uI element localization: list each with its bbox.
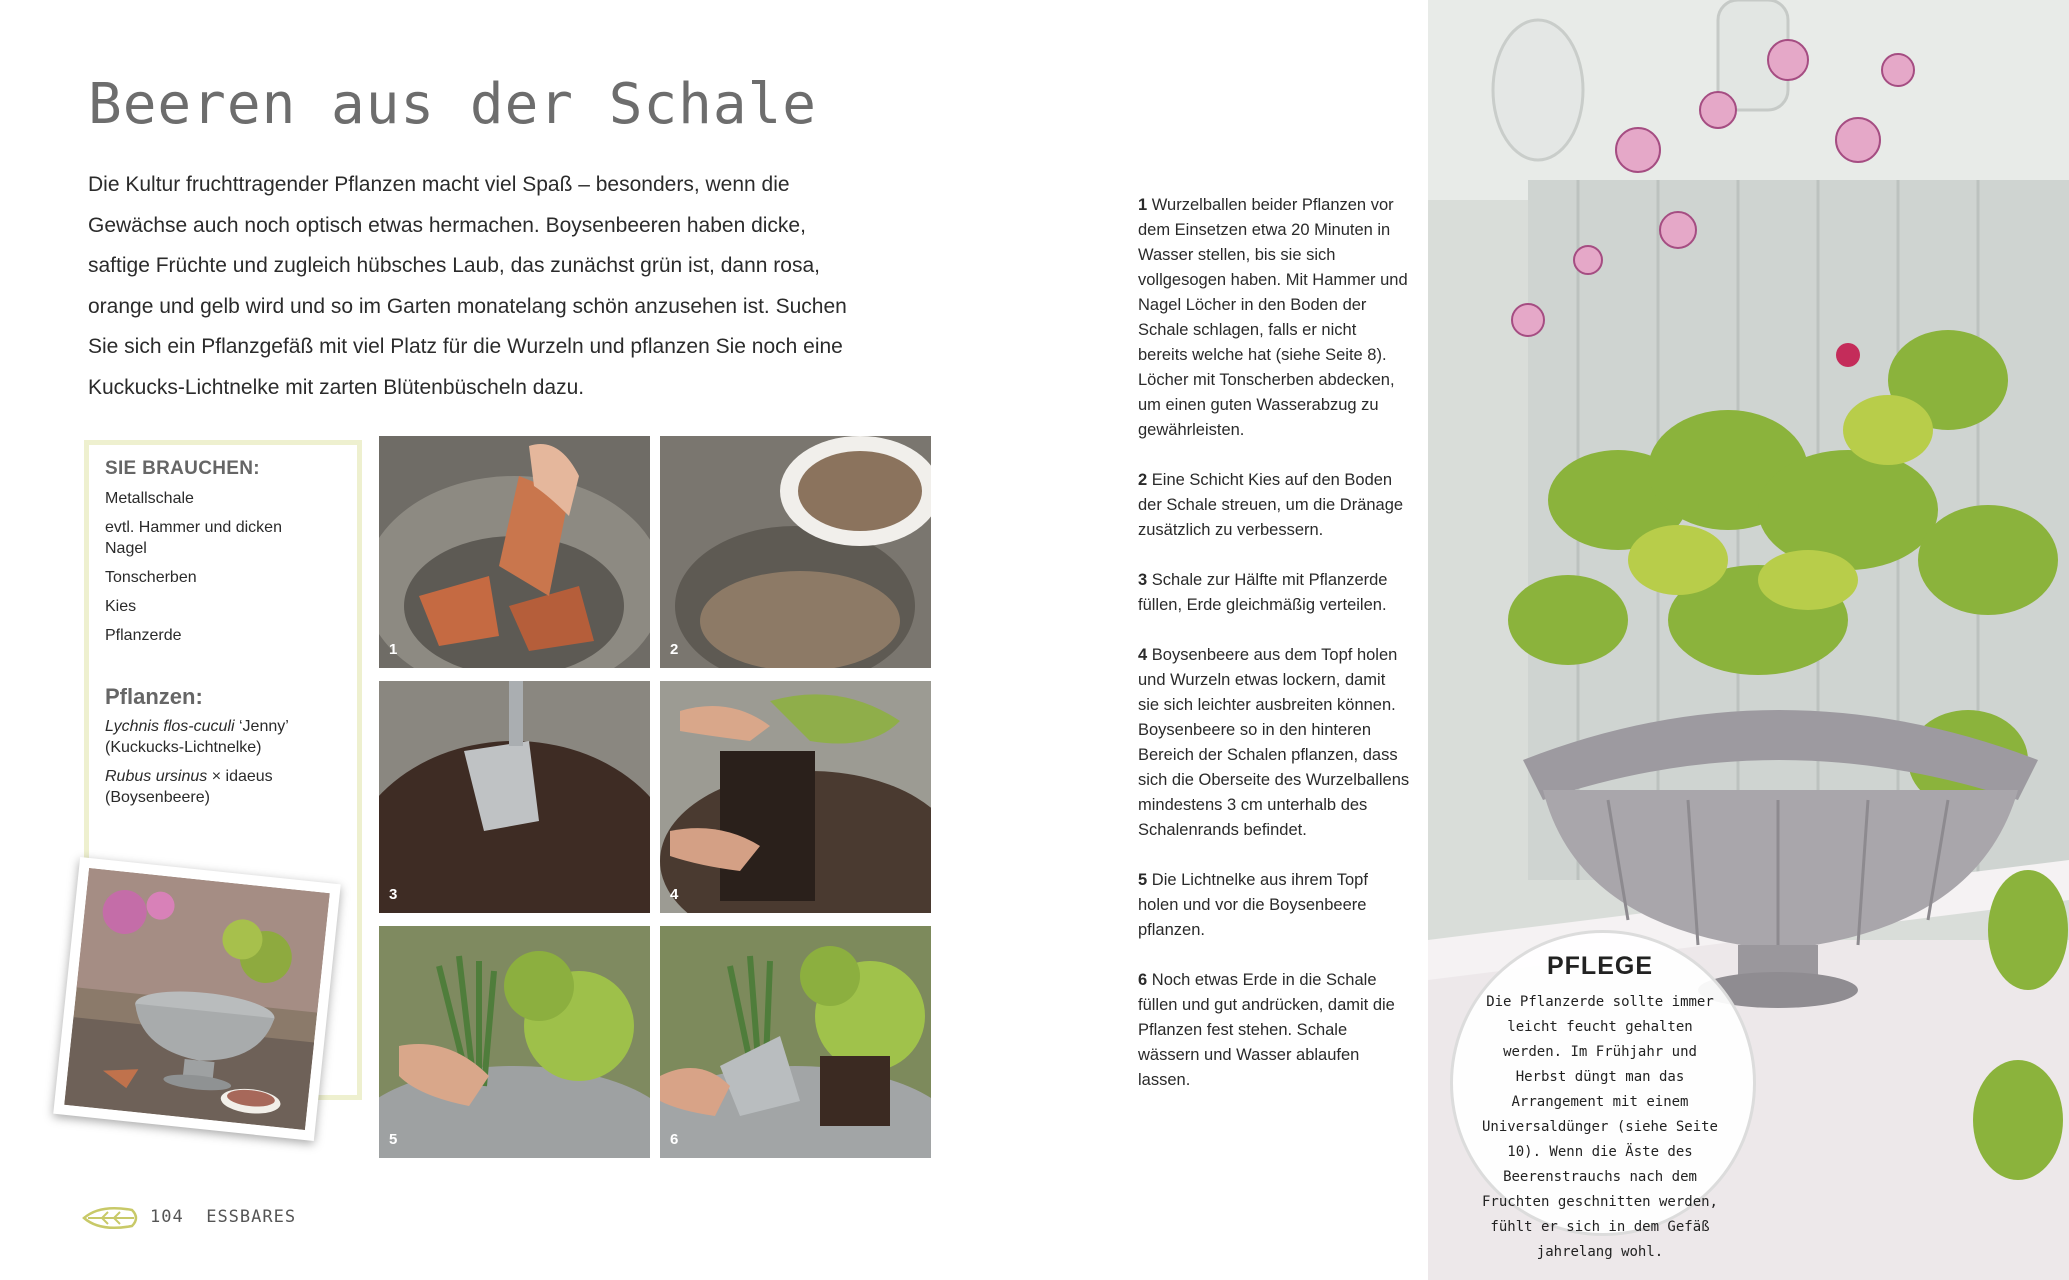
step-photo-6 [660, 926, 931, 1158]
plants-list [105, 716, 325, 816]
plant-cultivar: ‘Jenny’ [234, 718, 289, 735]
step-item [1138, 568, 1410, 618]
plants-heading: Pflanzen: [105, 684, 203, 709]
step-text: Die Lichtnelke aus ihrem Topf holen und vor die Boysenbeere pflanzen. [1138, 871, 1368, 939]
section-name: ESSBARES [206, 1207, 297, 1227]
step-number: 4 [1138, 646, 1148, 664]
step-number: 3 [1138, 571, 1148, 589]
material-item: Pflanzerde [105, 627, 182, 644]
step-photo-3 [379, 681, 650, 913]
photo-number: 3 [389, 886, 398, 903]
step-number: 2 [1138, 471, 1148, 489]
plant-common: (Kuckucks-Lichtnelke) [105, 739, 262, 756]
step-text: Boysenbeere aus dem Topf holen und Wurzeln etwas lockern, damit sie sich leichter ausbreiten können. Boysenbeere so in den hinteren Bereich der Schalen pflanzen, dass sich die Oberseite des Wurzelballens mindestens 3 cm unterhalb des Schalenrands befindet. [1138, 646, 1410, 839]
step-item [1138, 643, 1410, 843]
plant-latin: Rubus ursinus [105, 768, 208, 785]
step-item [1138, 193, 1410, 443]
photo-number: 6 [670, 1131, 679, 1148]
plant-item [105, 716, 325, 758]
care-heading: PFLEGE [1546, 952, 1653, 980]
steps-list [1138, 193, 1410, 1118]
material-item: Kies [105, 598, 137, 615]
page-title: Beeren aus der Schale [88, 72, 818, 137]
plant-cultivar: × idaeus [207, 768, 273, 785]
materials-list [105, 488, 325, 654]
photo-number: 4 [670, 886, 679, 903]
step-photo-2 [660, 436, 931, 668]
material-item: Tonscherben [105, 569, 197, 586]
step-number: 6 [1138, 971, 1148, 989]
step-item [1138, 468, 1410, 543]
materials-heading: SIE BRAUCHEN: [105, 458, 260, 479]
footer [150, 1207, 296, 1227]
step-text: Noch etwas Erde in die Schale füllen und gut andrücken, damit die Pflanzen fest stehen. Schale wässern und Wasser ablaufen lassen. [1138, 971, 1395, 1089]
intro-paragraph [88, 165, 868, 408]
step-item [1138, 868, 1410, 943]
step-photo-4 [660, 681, 931, 913]
leaf-icon [82, 1204, 142, 1232]
plant-item [105, 766, 325, 808]
step-number: 1 [1138, 196, 1148, 214]
plant-latin: Lychnis flos-cuculi [105, 718, 235, 735]
step-number: 5 [1138, 871, 1148, 889]
step-photo-1 [379, 436, 650, 668]
finished-planter-polaroid [53, 857, 341, 1141]
polaroid-image [64, 868, 330, 1130]
step-text: Wurzelballen beider Pflanzen vor dem Einsetzen etwa 20 Minuten in Wasser stellen, bis sie sich vollgesogen haben. Mit Hammer und Nagel Löcher in den Boden der Schale schlagen, falls er nicht bereits welche hat (siehe Seite 8). Löcher mit Tonscherben abdecken, um einen guten Wasserabzug zu gewährleisten. [1138, 196, 1408, 439]
photo-number: 1 [389, 641, 398, 658]
step-text: Eine Schicht Kies auf den Boden der Schale streuen, um die Dränage zusätzlich zu verbessern. [1138, 471, 1404, 539]
material-item: evtl. Hammer und dicken Nagel [105, 519, 282, 557]
photo-number: 5 [389, 1131, 398, 1148]
material-item: Metallschale [105, 490, 194, 507]
care-text: Die Pflanzerde sollte immer leicht feucht gehalten werden. Im Frühjahr und Herbst düngt man das Arrangement mit einem Universaldünger (siehe Seite 10). Wenn die Äste des Beerenstrauchs nach dem Fruchten geschnitten werden, fühlt er sich in dem Gefäß jahrelang wohl. [1481, 994, 1718, 1260]
step-photo-5 [379, 926, 650, 1158]
step-item [1138, 968, 1410, 1093]
intro-text: Die Kultur fruchttragender Pflanzen macht viel Spaß – besonders, wenn die Gewächse auch noch optisch etwas hermachen. Boysenbeeren haben dicke, saftige Früchte und zugleich hübsches Laub, das zunächst grün ist, dann rosa, orange und gelb wird und so im Garten monatelang schön anzusehen ist. Suchen Sie sich ein Pflanzgefäß mit viel Platz für die Wurzeln und pflanzen Sie noch eine Kuckucks-Lichtnelke mit zarten Blütenbüscheln dazu. [88, 173, 847, 399]
plant-common: (Boysenbeere) [105, 789, 210, 806]
photo-number: 2 [670, 641, 679, 658]
step-text: Schale zur Hälfte mit Pflanzerde füllen, Erde gleichmäßig verteilen. [1138, 571, 1388, 614]
page-number: 104 [150, 1207, 184, 1227]
